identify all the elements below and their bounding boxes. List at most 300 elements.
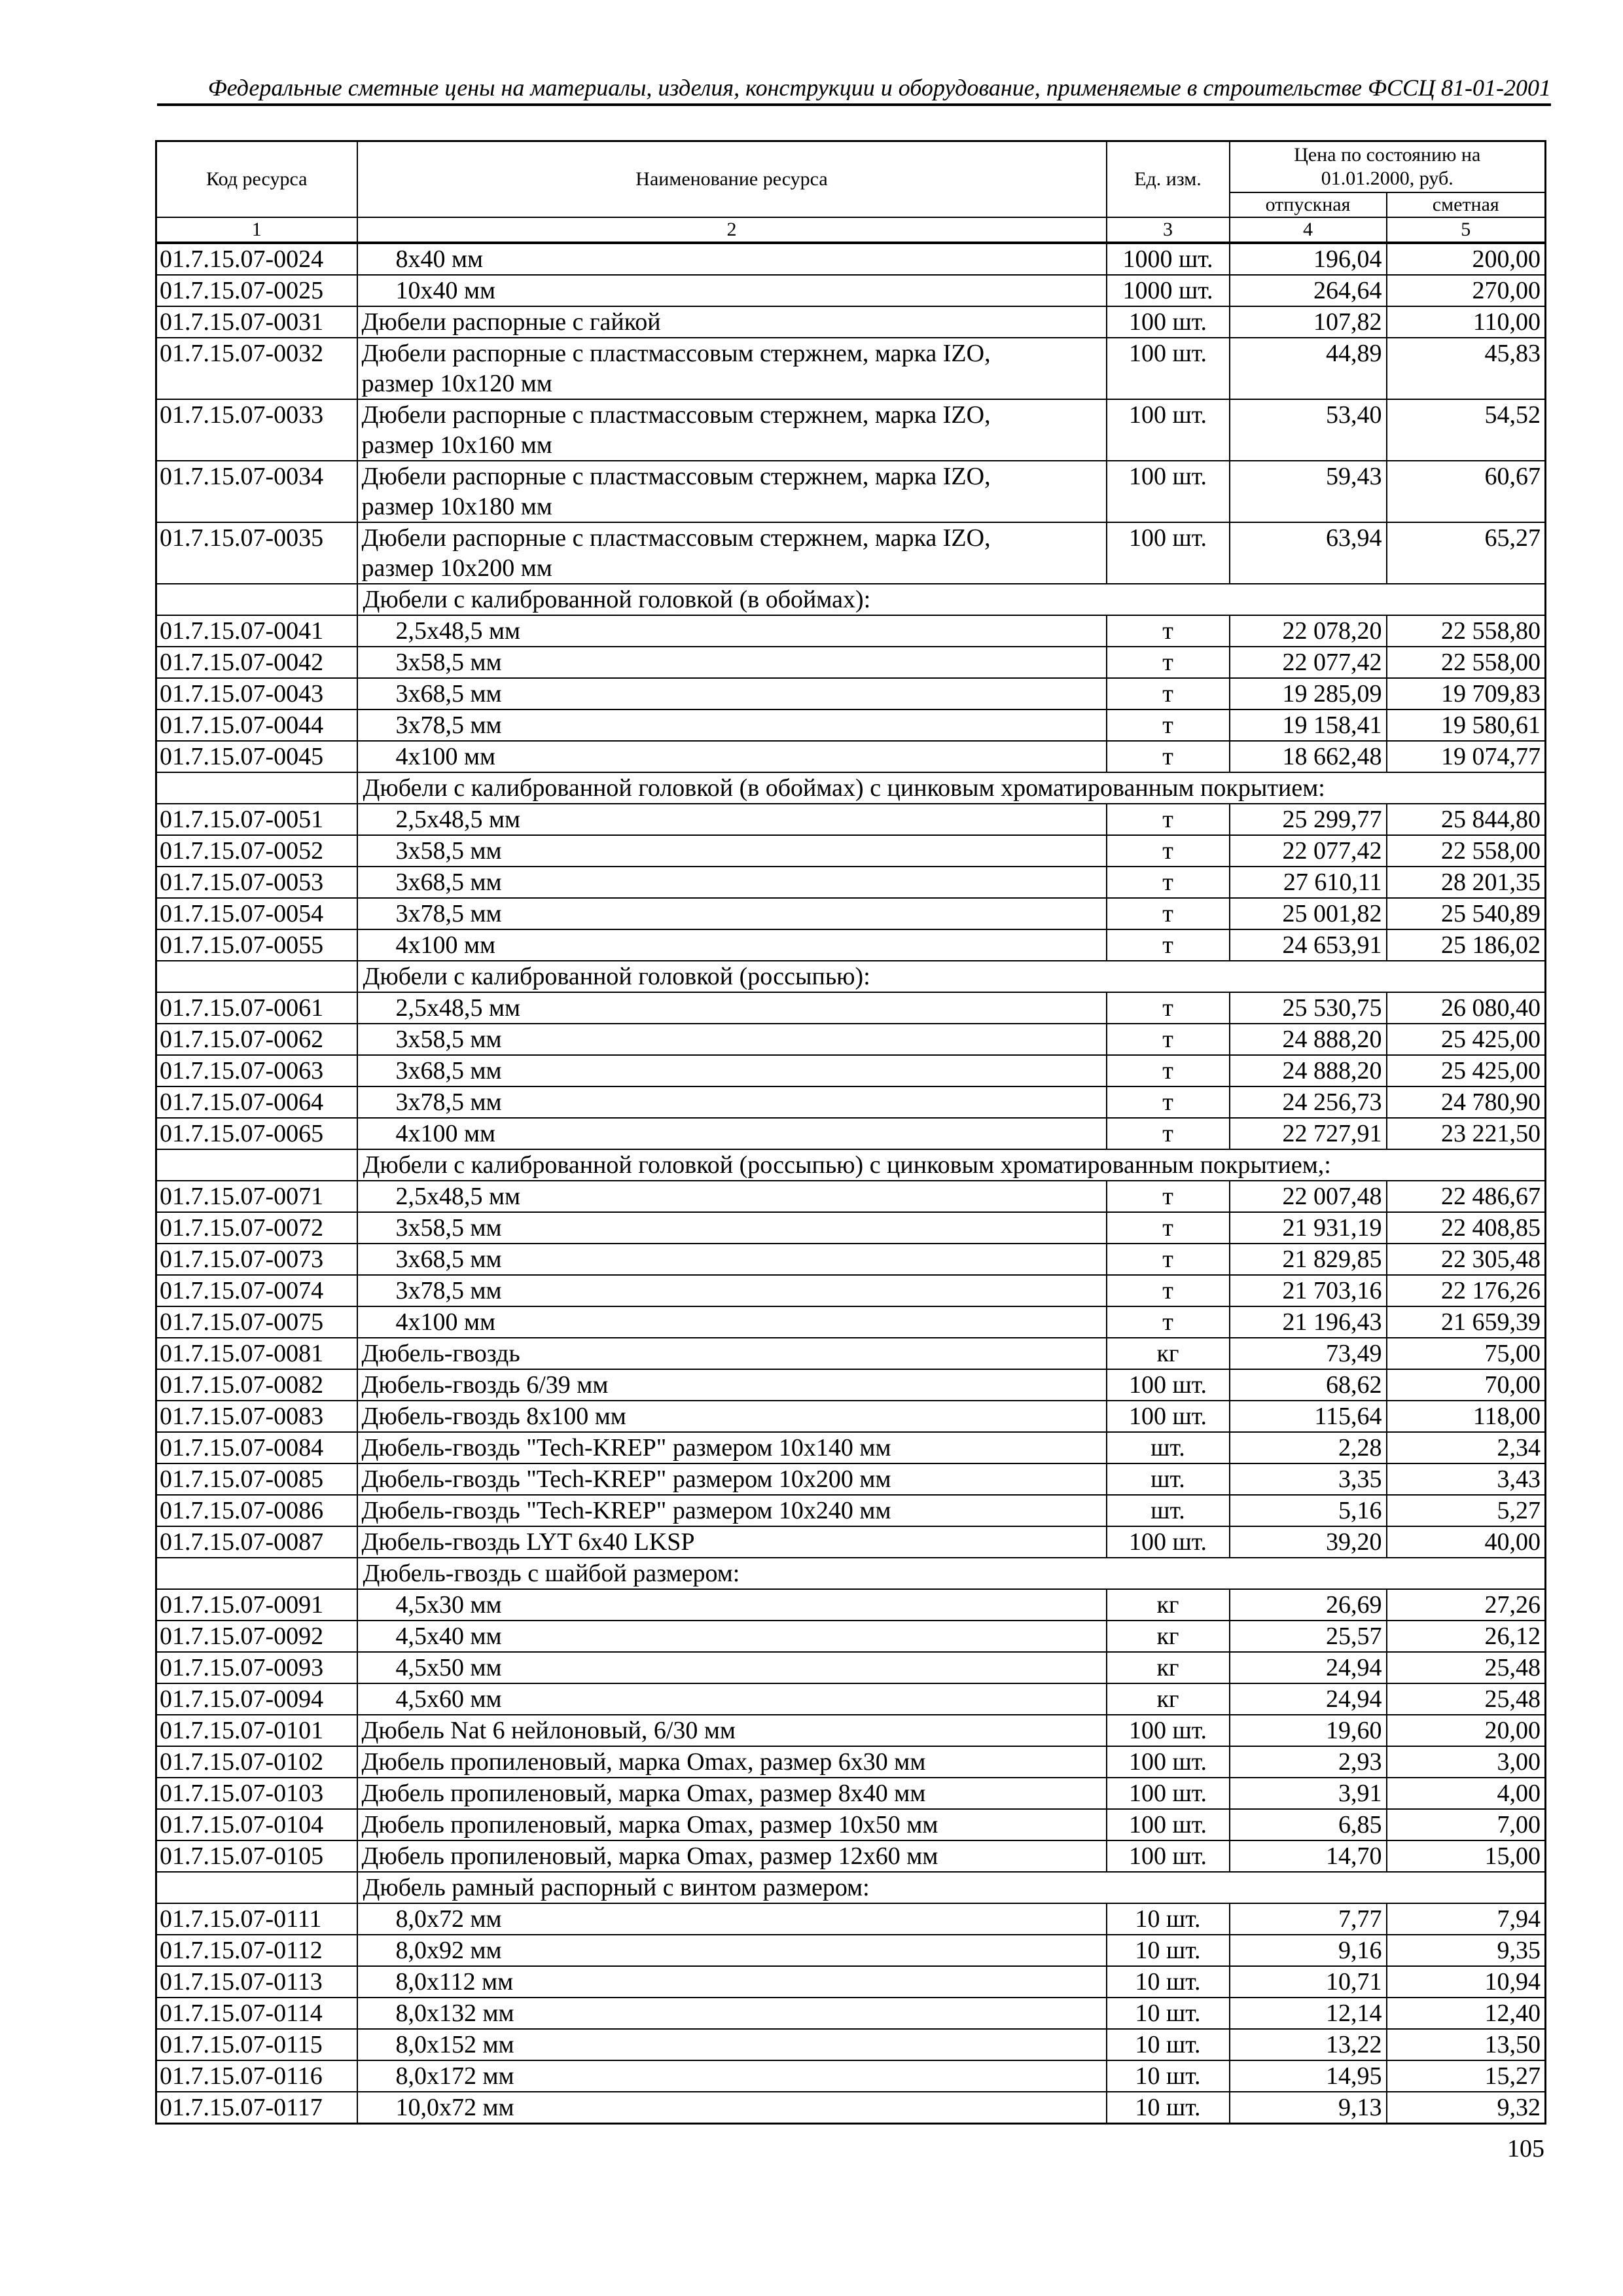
unit: 100 шт. [1107, 1401, 1230, 1432]
page-number: 105 [1507, 2135, 1544, 2162]
release-price: 22 077,42 [1230, 647, 1387, 678]
unit: т [1107, 992, 1230, 1024]
table-body [156, 243, 1546, 2124]
estimate-price: 60,67 [1387, 461, 1546, 522]
estimate-price: 19 074,77 [1387, 741, 1546, 772]
estimate-price: 20,00 [1387, 1715, 1546, 1746]
resource-code: 01.7.15.07-0111 [156, 1903, 357, 1935]
estimate-price: 118,00 [1387, 1401, 1546, 1432]
resource-name: 3х78,5 мм [357, 709, 1107, 741]
release-price: 13,22 [1230, 2029, 1387, 2060]
resource-code: 01.7.15.07-0117 [156, 2092, 357, 2124]
resource-name: 4х100 мм [357, 1118, 1107, 1149]
resource-code: 01.7.15.07-0104 [156, 1809, 357, 1840]
section-title: Дюбели с калиброванной головкой (в обоймах) с цинковым хроматированным покрытием: [357, 772, 1546, 804]
table-row [156, 1024, 1546, 1055]
resource-name: 4,5х40 мм [357, 1621, 1107, 1652]
release-price: 9,16 [1230, 1935, 1387, 1966]
table-row [156, 1055, 1546, 1086]
estimate-price: 2,34 [1387, 1432, 1546, 1463]
section-row [156, 584, 1546, 615]
estimate-price: 26 080,40 [1387, 992, 1546, 1024]
estimate-price: 10,94 [1387, 1966, 1546, 1998]
table-row [156, 1998, 1546, 2029]
table-row [156, 1935, 1546, 1966]
resource-code: 01.7.15.07-0116 [156, 2060, 357, 2092]
unit: кг [1107, 1652, 1230, 1683]
resource-name: 3х68,5 мм [357, 867, 1107, 898]
unit: 100 шт. [1107, 1778, 1230, 1809]
table-row [156, 1212, 1546, 1244]
release-price: 9,13 [1230, 2092, 1387, 2124]
table-row [156, 1778, 1546, 1809]
section-title: Дюбели с калиброванной головкой (россыпью): [357, 961, 1546, 992]
estimate-price: 22 558,00 [1387, 647, 1546, 678]
estimate-price: 25 844,80 [1387, 804, 1546, 835]
resource-code: 01.7.15.07-0065 [156, 1118, 357, 1149]
estimate-price: 5,27 [1387, 1495, 1546, 1526]
table-row [156, 1652, 1546, 1683]
unit: т [1107, 709, 1230, 741]
resource-code: 01.7.15.07-0094 [156, 1683, 357, 1715]
release-price: 22 078,20 [1230, 615, 1387, 647]
release-price: 107,82 [1230, 306, 1387, 338]
unit: 100 шт. [1107, 306, 1230, 338]
resource-name: Дюбель пропиленовый, марка Omax, размер 12х60 мм [357, 1840, 1107, 1872]
unit: 100 шт. [1107, 1746, 1230, 1778]
unit: т [1107, 929, 1230, 961]
estimate-price: 15,00 [1387, 1840, 1546, 1872]
table-row [156, 2029, 1546, 2060]
unit: кг [1107, 1589, 1230, 1621]
column-number: 3 [1107, 217, 1230, 243]
resource-name: 3х68,5 мм [357, 678, 1107, 709]
estimate-price: 25 425,00 [1387, 1024, 1546, 1055]
release-price: 26,69 [1230, 1589, 1387, 1621]
resource-code: 01.7.15.07-0105 [156, 1840, 357, 1872]
resource-name: 4,5х60 мм [357, 1683, 1107, 1715]
resource-code: 01.7.15.07-0082 [156, 1369, 357, 1401]
estimate-price: 13,50 [1387, 2029, 1546, 2060]
table-row [156, 929, 1546, 961]
table-row [156, 1181, 1546, 1212]
resource-name: Дюбели распорные с пластмассовым стержнем, марка IZO, размер 10х200 мм [357, 522, 1107, 584]
resource-name: 8,0х112 мм [357, 1966, 1107, 1998]
release-price: 63,94 [1230, 522, 1387, 584]
code-cell-empty [156, 772, 357, 804]
table-row [156, 2060, 1546, 2092]
code-cell-empty [156, 1149, 357, 1181]
table-row [156, 1432, 1546, 1463]
estimate-price: 15,27 [1387, 2060, 1546, 2092]
unit: т [1107, 835, 1230, 867]
estimate-price: 22 558,80 [1387, 615, 1546, 647]
release-price: 24 888,20 [1230, 1055, 1387, 1086]
resource-code: 01.7.15.07-0071 [156, 1181, 357, 1212]
estimate-price: 200,00 [1387, 243, 1546, 275]
table-row [156, 461, 1546, 522]
estimate-price: 3,00 [1387, 1746, 1546, 1778]
resource-name: 4,5х50 мм [357, 1652, 1107, 1683]
resource-name: 2,5х48,5 мм [357, 615, 1107, 647]
release-price: 27 610,11 [1230, 867, 1387, 898]
header-estimate-price: сметная [1387, 192, 1546, 217]
resource-code: 01.7.15.07-0054 [156, 898, 357, 929]
resource-name: Дюбель Nat 6 нейлоновый, 6/30 мм [357, 1715, 1107, 1746]
resource-name: 2,5х48,5 мм [357, 804, 1107, 835]
resource-code: 01.7.15.07-0086 [156, 1495, 357, 1526]
table-row [156, 1903, 1546, 1935]
table-header [156, 141, 1546, 243]
estimate-price: 110,00 [1387, 306, 1546, 338]
resource-name: Дюбели распорные с пластмассовым стержнем, марка IZO, размер 10х120 мм [357, 338, 1107, 399]
table-row [156, 1244, 1546, 1275]
resource-name: Дюбели распорные с пластмассовым стержнем, марка IZO, размер 10х160 мм [357, 399, 1107, 461]
table-row [156, 522, 1546, 584]
resource-name: 4х100 мм [357, 1306, 1107, 1338]
release-price: 25 001,82 [1230, 898, 1387, 929]
table-row [156, 1338, 1546, 1369]
unit: т [1107, 1306, 1230, 1338]
resource-name: Дюбели распорные с гайкой [357, 306, 1107, 338]
resource-name: 10x40 мм [357, 275, 1107, 306]
estimate-price: 25,48 [1387, 1683, 1546, 1715]
resource-code: 01.7.15.07-0043 [156, 678, 357, 709]
resource-name: Дюбели распорные с пластмассовым стержнем, марка IZO, размер 10х180 мм [357, 461, 1107, 522]
estimate-price: 22 486,67 [1387, 1181, 1546, 1212]
resource-name: Дюбель-гвоздь 6/39 мм [357, 1369, 1107, 1401]
resource-code: 01.7.15.07-0081 [156, 1338, 357, 1369]
release-price: 2,93 [1230, 1746, 1387, 1778]
table-row [156, 647, 1546, 678]
release-price: 24 888,20 [1230, 1024, 1387, 1055]
resource-code: 01.7.15.07-0115 [156, 2029, 357, 2060]
release-price: 68,62 [1230, 1369, 1387, 1401]
unit: шт. [1107, 1495, 1230, 1526]
estimate-price: 70,00 [1387, 1369, 1546, 1401]
release-price: 264,64 [1230, 275, 1387, 306]
resource-name: 3х68,5 мм [357, 1244, 1107, 1275]
resource-name: 2,5х48,5 мм [357, 992, 1107, 1024]
resource-code: 01.7.15.07-0114 [156, 1998, 357, 2029]
column-number: 2 [357, 217, 1107, 243]
resource-code: 01.7.15.07-0075 [156, 1306, 357, 1338]
table-row [156, 1306, 1546, 1338]
table-row [156, 898, 1546, 929]
unit: 10 шт. [1107, 1935, 1230, 1966]
release-price: 7,77 [1230, 1903, 1387, 1935]
release-price: 44,89 [1230, 338, 1387, 399]
header-name: Наименование ресурса [357, 141, 1107, 218]
estimate-price: 7,00 [1387, 1809, 1546, 1840]
table-row [156, 1463, 1546, 1495]
estimate-price: 22 408,85 [1387, 1212, 1546, 1244]
release-price: 24 653,91 [1230, 929, 1387, 961]
resource-name: 8,0х92 мм [357, 1935, 1107, 1966]
estimate-price: 27,26 [1387, 1589, 1546, 1621]
unit: 10 шт. [1107, 1998, 1230, 2029]
table-row [156, 399, 1546, 461]
unit: т [1107, 898, 1230, 929]
release-price: 25,57 [1230, 1621, 1387, 1652]
resource-name: Дюбель-гвоздь "Tech-KREP" размером 10х140 мм [357, 1432, 1107, 1463]
resource-name: 3х58,5 мм [357, 1024, 1107, 1055]
unit: кг [1107, 1338, 1230, 1369]
unit: т [1107, 741, 1230, 772]
resource-code: 01.7.15.07-0074 [156, 1275, 357, 1306]
resource-code: 01.7.15.07-0045 [156, 741, 357, 772]
table-row [156, 1809, 1546, 1840]
release-price: 3,35 [1230, 1463, 1387, 1495]
section-title: Дюбели с калиброванной головкой (в обоймах): [357, 584, 1546, 615]
estimate-price: 25,48 [1387, 1652, 1546, 1683]
resource-code: 01.7.15.07-0063 [156, 1055, 357, 1086]
resource-name: 4,5х30 мм [357, 1589, 1107, 1621]
unit: т [1107, 804, 1230, 835]
resource-code: 01.7.15.07-0035 [156, 522, 357, 584]
table-row [156, 1369, 1546, 1401]
release-price: 21 703,16 [1230, 1275, 1387, 1306]
release-price: 19 158,41 [1230, 709, 1387, 741]
column-number: 5 [1387, 217, 1546, 243]
release-price: 196,04 [1230, 243, 1387, 275]
section-row [156, 1872, 1546, 1903]
unit: 10 шт. [1107, 2092, 1230, 2124]
unit: 100 шт. [1107, 1715, 1230, 1746]
resource-name: 10,0х72 мм [357, 2092, 1107, 2124]
unit: шт. [1107, 1432, 1230, 1463]
resource-code: 01.7.15.07-0052 [156, 835, 357, 867]
table-row [156, 1621, 1546, 1652]
release-price: 22 077,42 [1230, 835, 1387, 867]
header-unit: Ед. изм. [1107, 141, 1230, 218]
table-row [156, 1589, 1546, 1621]
table-row [156, 804, 1546, 835]
resource-code: 01.7.15.07-0087 [156, 1526, 357, 1558]
resource-code: 01.7.15.07-0093 [156, 1652, 357, 1683]
unit: 10 шт. [1107, 1903, 1230, 1935]
unit: т [1107, 615, 1230, 647]
section-row [156, 1558, 1546, 1589]
table-row [156, 1840, 1546, 1872]
estimate-price: 25 186,02 [1387, 929, 1546, 961]
release-price: 22 007,48 [1230, 1181, 1387, 1212]
release-price: 21 931,19 [1230, 1212, 1387, 1244]
release-price: 19,60 [1230, 1715, 1387, 1746]
release-price: 24 256,73 [1230, 1086, 1387, 1118]
resource-name: Дюбель пропиленовый, марка Omax, размер 6х30 мм [357, 1746, 1107, 1778]
resource-name: 3х78,5 мм [357, 1086, 1107, 1118]
resource-name: Дюбель-гвоздь "Tech-KREP" размером 10х240 мм [357, 1495, 1107, 1526]
resource-code: 01.7.15.07-0084 [156, 1432, 357, 1463]
estimate-price: 3,43 [1387, 1463, 1546, 1495]
unit: т [1107, 1212, 1230, 1244]
resource-name: 2,5х48,5 мм [357, 1181, 1107, 1212]
resource-name: Дюбель пропиленовый, марка Omax, размер 10х50 мм [357, 1809, 1107, 1840]
resource-code: 01.7.15.07-0053 [156, 867, 357, 898]
release-price: 24,94 [1230, 1683, 1387, 1715]
estimate-price: 4,00 [1387, 1778, 1546, 1809]
resource-code: 01.7.15.07-0031 [156, 306, 357, 338]
resource-code: 01.7.15.07-0092 [156, 1621, 357, 1652]
resource-code: 01.7.15.07-0024 [156, 243, 357, 275]
header-price-group: Цена по состоянию на 01.01.2000, руб. [1230, 141, 1546, 193]
unit: 100 шт. [1107, 338, 1230, 399]
unit: кг [1107, 1683, 1230, 1715]
table-row [156, 1683, 1546, 1715]
table-row [156, 741, 1546, 772]
unit: 100 шт. [1107, 1526, 1230, 1558]
resource-code: 01.7.15.07-0044 [156, 709, 357, 741]
release-price: 24,94 [1230, 1652, 1387, 1683]
table-row [156, 275, 1546, 306]
table-row [156, 1401, 1546, 1432]
estimate-price: 19 580,61 [1387, 709, 1546, 741]
release-price: 115,64 [1230, 1401, 1387, 1432]
price-table [155, 140, 1546, 2125]
estimate-price: 9,32 [1387, 2092, 1546, 2124]
resource-code: 01.7.15.07-0061 [156, 992, 357, 1024]
resource-name: 3х58,5 мм [357, 647, 1107, 678]
estimate-price: 9,35 [1387, 1935, 1546, 1966]
unit: 1000 шт. [1107, 275, 1230, 306]
table-row [156, 992, 1546, 1024]
unit: 100 шт. [1107, 1809, 1230, 1840]
release-price: 19 285,09 [1230, 678, 1387, 709]
release-price: 53,40 [1230, 399, 1387, 461]
code-cell-empty [156, 584, 357, 615]
running-head: Федеральные сметные цены на материалы, изделия, конструкции и оборудование, применяемые в строительстве ФССЦ 81-01-2001 [207, 75, 1551, 101]
section-row [156, 772, 1546, 804]
release-price: 59,43 [1230, 461, 1387, 522]
estimate-price: 45,83 [1387, 338, 1546, 399]
resource-name: Дюбель пропиленовый, марка Omax, размер 8х40 мм [357, 1778, 1107, 1809]
estimate-price: 25 540,89 [1387, 898, 1546, 929]
page-body [155, 140, 1544, 2164]
release-price: 14,95 [1230, 2060, 1387, 2092]
estimate-price: 22 176,26 [1387, 1275, 1546, 1306]
unit: т [1107, 647, 1230, 678]
estimate-price: 23 221,50 [1387, 1118, 1546, 1149]
estimate-price: 270,00 [1387, 275, 1546, 306]
resource-name: 3х78,5 мм [357, 1275, 1107, 1306]
estimate-price: 21 659,39 [1387, 1306, 1546, 1338]
resource-code: 01.7.15.07-0062 [156, 1024, 357, 1055]
unit: т [1107, 1244, 1230, 1275]
release-price: 73,49 [1230, 1338, 1387, 1369]
section-title: Дюбели с калиброванной головкой (россыпью) с цинковым хроматированным покрытием,: [357, 1149, 1546, 1181]
resource-code: 01.7.15.07-0103 [156, 1778, 357, 1809]
resource-code: 01.7.15.07-0025 [156, 275, 357, 306]
table-row [156, 1715, 1546, 1746]
unit: т [1107, 1118, 1230, 1149]
unit: т [1107, 1086, 1230, 1118]
release-price: 18 662,48 [1230, 741, 1387, 772]
release-price: 25 299,77 [1230, 804, 1387, 835]
resource-code: 01.7.15.07-0102 [156, 1746, 357, 1778]
release-price: 39,20 [1230, 1526, 1387, 1558]
header-release-price: отпускная [1230, 192, 1387, 217]
section-title: Дюбель-гвоздь с шайбой размером: [357, 1558, 1546, 1589]
resource-name: 3х78,5 мм [357, 898, 1107, 929]
release-price: 12,14 [1230, 1998, 1387, 2029]
unit: т [1107, 1181, 1230, 1212]
table-row [156, 2092, 1546, 2124]
unit: 10 шт. [1107, 1966, 1230, 1998]
unit: т [1107, 867, 1230, 898]
resource-name: 3х58,5 мм [357, 835, 1107, 867]
table-row [156, 1086, 1546, 1118]
resource-code: 01.7.15.07-0064 [156, 1086, 357, 1118]
estimate-price: 7,94 [1387, 1903, 1546, 1935]
code-cell-empty [156, 1558, 357, 1589]
resource-code: 01.7.15.07-0085 [156, 1463, 357, 1495]
estimate-price: 54,52 [1387, 399, 1546, 461]
unit: т [1107, 1055, 1230, 1086]
estimate-price: 75,00 [1387, 1338, 1546, 1369]
estimate-price: 12,40 [1387, 1998, 1546, 2029]
resource-name: 8,0х172 мм [357, 2060, 1107, 2092]
release-price: 10,71 [1230, 1966, 1387, 1998]
unit: т [1107, 1024, 1230, 1055]
resource-code: 01.7.15.07-0073 [156, 1244, 357, 1275]
resource-name: Дюбель-гвоздь LYT 6x40 LKSP [357, 1526, 1107, 1558]
estimate-price: 25 425,00 [1387, 1055, 1546, 1086]
estimate-price: 19 709,83 [1387, 678, 1546, 709]
table-row [156, 615, 1546, 647]
unit: 10 шт. [1107, 2060, 1230, 2092]
release-price: 21 829,85 [1230, 1244, 1387, 1275]
table-row [156, 1526, 1546, 1558]
estimate-price: 28 201,35 [1387, 867, 1546, 898]
resource-name: 8,0х132 мм [357, 1998, 1107, 2029]
estimate-price: 65,27 [1387, 522, 1546, 584]
release-price: 21 196,43 [1230, 1306, 1387, 1338]
unit: т [1107, 678, 1230, 709]
unit: 1000 шт. [1107, 243, 1230, 275]
unit: 100 шт. [1107, 399, 1230, 461]
resource-code: 01.7.15.07-0042 [156, 647, 357, 678]
resource-code: 01.7.15.07-0032 [156, 338, 357, 399]
estimate-price: 22 305,48 [1387, 1244, 1546, 1275]
resource-code: 01.7.15.07-0072 [156, 1212, 357, 1244]
resource-code: 01.7.15.07-0034 [156, 461, 357, 522]
column-number: 1 [156, 217, 357, 243]
resource-code: 01.7.15.07-0051 [156, 804, 357, 835]
resource-name: Дюбель-гвоздь 8х100 мм [357, 1401, 1107, 1432]
table-row [156, 1118, 1546, 1149]
unit: 100 шт. [1107, 1369, 1230, 1401]
table-row [156, 867, 1546, 898]
resource-name: 3х68,5 мм [357, 1055, 1107, 1086]
table-row [156, 709, 1546, 741]
table-row [156, 678, 1546, 709]
table-row [156, 338, 1546, 399]
column-number: 4 [1230, 217, 1387, 243]
unit: т [1107, 1275, 1230, 1306]
release-price: 25 530,75 [1230, 992, 1387, 1024]
resource-code: 01.7.15.07-0083 [156, 1401, 357, 1432]
table-row [156, 1275, 1546, 1306]
resource-code: 01.7.15.07-0055 [156, 929, 357, 961]
table-row [156, 1495, 1546, 1526]
unit: кг [1107, 1621, 1230, 1652]
release-price: 6,85 [1230, 1809, 1387, 1840]
code-cell-empty [156, 961, 357, 992]
resource-name: 3х58,5 мм [357, 1212, 1107, 1244]
resource-name: Дюбель-гвоздь "Tech-KREP" размером 10х200 мм [357, 1463, 1107, 1495]
unit: шт. [1107, 1463, 1230, 1495]
